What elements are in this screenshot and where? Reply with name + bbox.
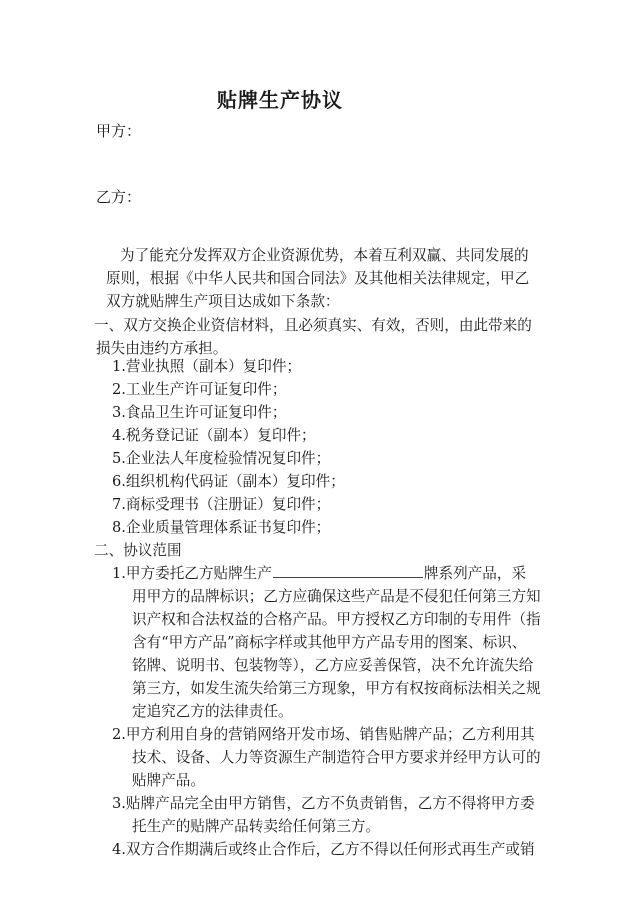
item-continuation: 定追究乙方的法律责任。 [132, 703, 293, 720]
party-a-label: 甲方： [96, 122, 142, 140]
document-title: 贴牌生产协议 [217, 88, 343, 112]
section-heading: 二、协议范围 [94, 542, 182, 559]
item-continuation: 贴牌产品。 [132, 772, 205, 789]
item-text: 牌系列产品，采 [423, 565, 527, 582]
item-continuation: 含有“甲方产品”商标字样或其他甲方产品专用的图案、标识、 [132, 634, 527, 651]
preamble-line: 原则，根据《中华人民共和国合同法》及其他相关法律规定，甲乙 [106, 270, 530, 287]
list-item: 3.贴牌产品完全由甲方销售，乙方不负责销售，乙方不得将甲方委 [112, 795, 535, 812]
item-text: 1.甲方委托乙方贴牌生产 [112, 565, 272, 582]
preamble-line: 双方就贴牌生产项目达成如下条款： [106, 293, 340, 310]
list-item: 8.企业质量管理体系证书复印件； [112, 519, 331, 536]
item-continuation: 铭牌、说明书、包装物等），乙方应妥善保管，决不允许流失给 [132, 657, 534, 674]
list-item: 5.企业法人年度检验情况复印件； [112, 450, 331, 467]
list-item: 4.双方合作期满后或终止合作后，乙方不得以任何形式再生产或销 [112, 841, 535, 858]
item-continuation: 识产权和合法权益的合格产品。甲方授权乙方印制的专用件（指 [132, 611, 541, 628]
item-continuation: 托生产的贴牌产品转卖给任何第三方。 [132, 818, 381, 835]
item-continuation: 用甲方的品牌标识；乙方应确保这些产品是不侵犯任何第三方知 [132, 588, 541, 605]
list-item: 2.工业生产许可证复印件； [112, 381, 287, 398]
list-item [112, 563, 526, 585]
list-item: 2.甲方利用自身的营销网络开发市场、销售贴牌产品；乙方利用其 [112, 726, 535, 743]
list-item: 7.商标受理书（注册证）复印件； [112, 496, 331, 513]
section-heading: 一、双方交换企业资信材料，且必须真实、有效，否则，由此带来的 [94, 317, 532, 334]
preamble-line: 为了能充分发挥双方企业资源优势，本着互利双赢、共同发展的 [120, 247, 529, 264]
party-b-label: 乙方： [96, 188, 142, 206]
section-heading: 损失由违约方承担。 [96, 340, 228, 357]
item-continuation: 技术、设备、人力等资源生产制造符合甲方要求并经甲方认可的 [132, 749, 541, 766]
item-continuation: 第三方，如发生流失给第三方现象，甲方有权按商标法相关之规 [132, 680, 541, 697]
list-item: 3.食品卫生许可证复印件； [112, 404, 287, 421]
fill-in-blank[interactable] [273, 563, 423, 578]
list-item: 1.营业执照（副本）复印件； [112, 358, 302, 375]
list-item: 6.组织机构代码证（副本）复印件； [112, 473, 345, 490]
list-item: 4.税务登记证（副本）复印件； [112, 427, 316, 444]
